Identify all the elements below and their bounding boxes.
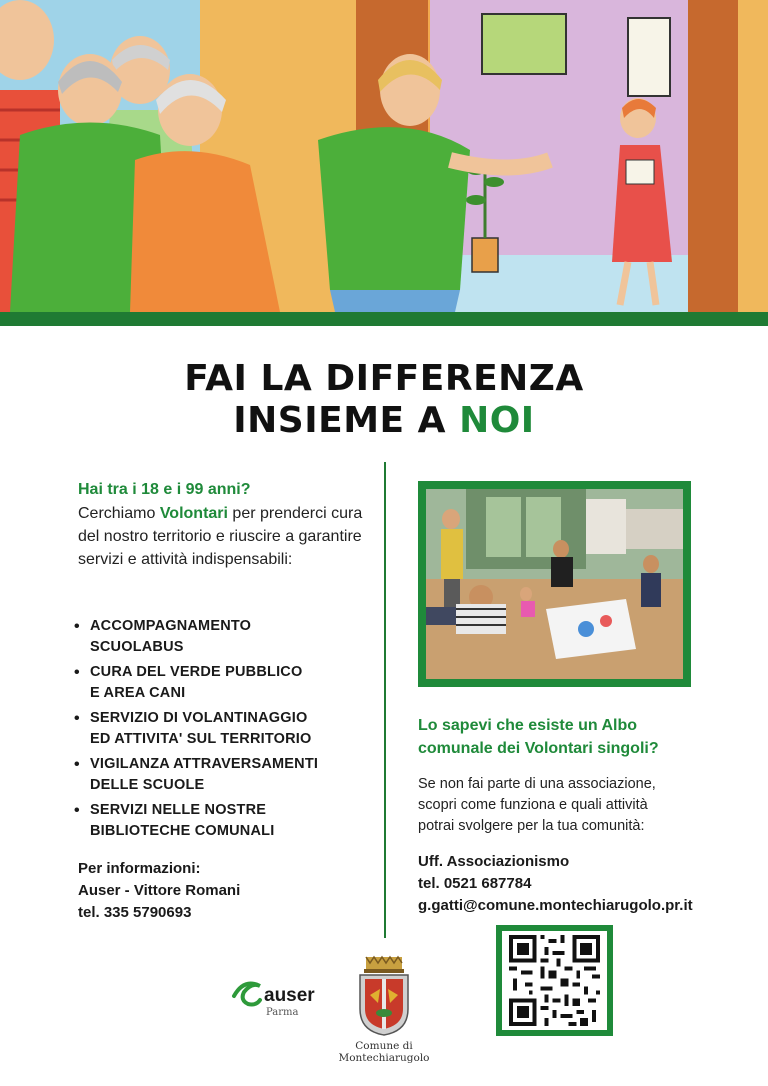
albo-text-line-1: Se non fai parte di una associazione, [418, 776, 656, 792]
office-name: Uff. Associazionismo [418, 853, 570, 870]
albo-description [418, 774, 758, 837]
service-line-2: BIBLIOTECHE COMUNALI [90, 823, 275, 839]
office-phone: tel. 0521 687784 [418, 875, 532, 892]
comune-label [326, 1040, 442, 1064]
headline-line-2 [0, 400, 768, 442]
left-column [78, 478, 378, 571]
service-line-1: VIGILANZA ATTRAVERSAMENTI [90, 756, 319, 772]
classroom-photo-image [426, 489, 683, 679]
info-label: Per informazioni: [78, 860, 201, 877]
list-item [78, 662, 378, 704]
right-column [418, 714, 758, 917]
hero-illustration [0, 0, 768, 312]
service-line-1: ACCOMPAGNAMENTO [90, 618, 252, 634]
info-phone: tel. 335 5790693 [78, 904, 192, 921]
albo-text-line-3: potrai svolgere per la tua comunità: [418, 818, 645, 834]
intro-post: per prenderci cura del nostro territorio e riuscire a garantire servizi e attività indispensabili: [78, 505, 363, 568]
comune-label-line-2: Montechiarugolo [338, 1052, 430, 1064]
qr-code-icon[interactable] [502, 931, 607, 1030]
qr-code-frame [496, 925, 613, 1036]
services-list [78, 616, 378, 846]
service-line-2: E AREA CANI [90, 685, 186, 701]
intro-text [78, 502, 378, 571]
albo-text-line-2: scopri come funziona e quali attività [418, 797, 648, 813]
list-item [78, 754, 378, 796]
headline-line-1: FAI LA DIFFERENZA [184, 358, 584, 399]
volunteers-photo [426, 489, 683, 679]
service-line-1: CURA DEL VERDE PUBBLICO [90, 664, 303, 680]
contact-info-comune [418, 851, 758, 917]
service-line-1: SERVIZIO DI VOLANTINAGGIO [90, 710, 308, 726]
albo-question [418, 714, 758, 760]
auser-subtitle: Parma [266, 1007, 299, 1018]
page-title [0, 358, 768, 442]
info-name: Auser - Vittore Romani [78, 882, 241, 899]
age-question: Hai tra i 18 e i 99 anni? [78, 481, 251, 498]
auser-name: auser [264, 985, 315, 1006]
service-line-2: ED ATTIVITA' SUL TERRITORIO [90, 731, 312, 747]
intro-pre: Cerchiamo [78, 505, 160, 522]
list-item [78, 616, 378, 658]
service-line-2: DELLE SCUOLE [90, 777, 205, 793]
volunteers-illustration [0, 0, 768, 312]
office-email[interactable]: g.gatti@comune.montechiarugolo.pr.it [418, 897, 693, 914]
comune-label-line-1: Comune di [355, 1040, 413, 1052]
green-band [0, 312, 768, 326]
contact-info-auser [78, 858, 378, 924]
headline-accent: NOI [459, 400, 535, 441]
volontari-highlight: Volontari [159, 505, 228, 522]
albo-question-line-1: Lo sapevi che esiste un Albo [418, 717, 638, 734]
comune-crest-icon [354, 955, 414, 1037]
albo-question-line-2: comunale dei Volontari singoli? [418, 740, 659, 757]
service-line-1: SERVIZI NELLE NOSTRE [90, 802, 267, 818]
column-divider [384, 462, 386, 938]
service-line-2: SCUOLABUS [90, 639, 184, 655]
list-item [78, 800, 378, 842]
headline-line-2-text: INSIEME A [233, 400, 460, 441]
photo-frame [418, 481, 691, 687]
list-item [78, 708, 378, 750]
